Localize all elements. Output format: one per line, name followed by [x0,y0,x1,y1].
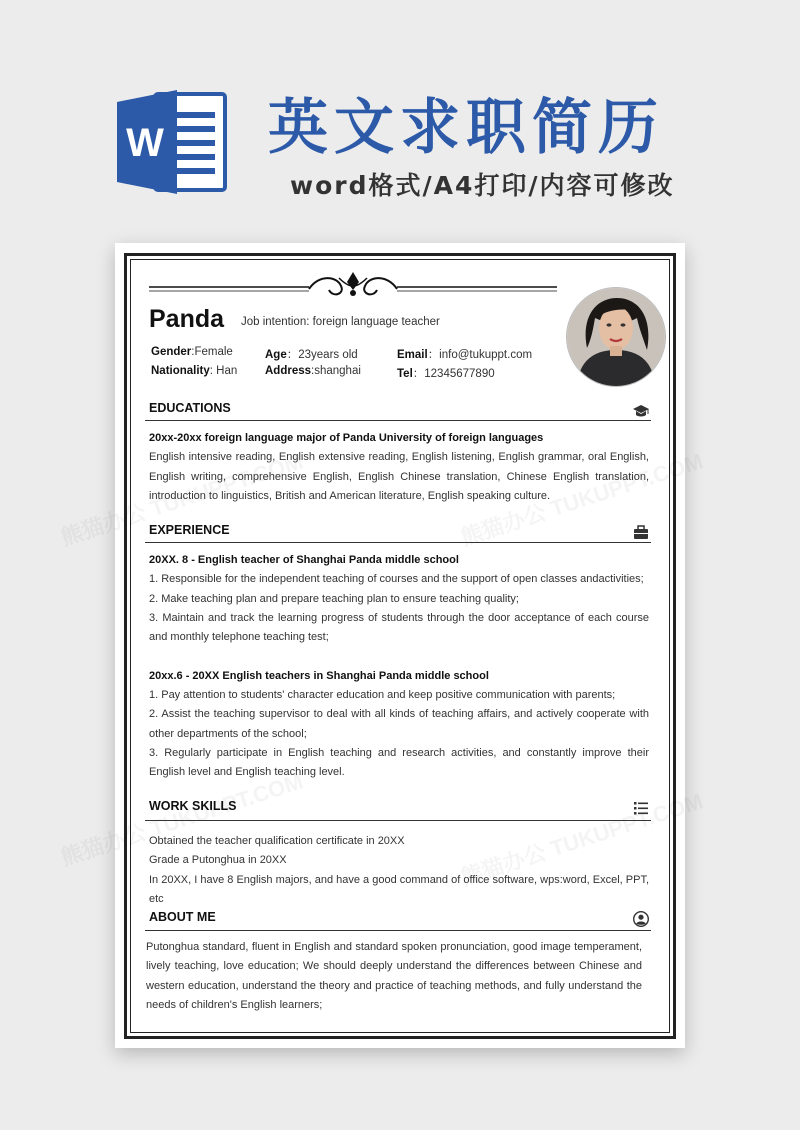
section-divider [145,420,651,421]
job1-item: 2. Make teaching plan and prepare teaching plan to ensure teaching quality; [149,592,519,605]
skill-item: Obtained the teacher qualification certificate in 20XX [149,835,405,847]
user-icon [633,911,649,927]
list-icon [633,800,649,816]
candidate-name: Panda [149,305,225,333]
banner-title: 英文求职简历 [268,93,664,163]
email-field: Email：info@tukuppt.com [397,349,533,361]
education-heading: 20xx-20xx foreign language major of Panda University of foreign languages [149,432,544,444]
job-intention: Job intention: foreign language teacher [241,316,440,328]
graduation-cap-icon [633,403,649,419]
age-field: Age：23years old [265,349,358,361]
briefcase-icon [633,524,649,540]
job1-item: 3. Maintain and track the learning progress of students through the door acceptance of each course and monthly telephone teaching test; [149,611,649,644]
job2-item: 3. Regularly participate in English teaching and research activities, and constantly improve their English level and English teaching level. [149,746,649,779]
tel-field: Tel：12345677890 [397,368,495,380]
job2-item: 2. Assist the teaching supervisor to deal with all kinds of teaching affairs, and actively cooperate with other departments of the school; [149,708,649,740]
banner [0,0,800,230]
address-field: Address:shanghai [265,365,361,377]
educations-title: EDUCATIONS [149,401,231,415]
experience-title: EXPERIENCE [149,523,230,537]
section-divider [145,930,651,931]
skill-item: Grade a Putonghua in 20XX [149,854,287,867]
job2-item: 1. Pay attention to students' character education and keep positive communication with parents; [149,689,616,702]
education-courses: English intensive reading, English extensive reading, English listening, English grammar, oral English, English writing, comprehensive English, English Chinese translation, Chinese English translation, introduction to linguistics, British and American literature, English speaking culture. [149,451,649,502]
resume-page [115,243,685,1048]
experience-content [149,551,649,783]
section-divider [145,542,651,543]
work-skills-title: WORK SKILLS [149,799,237,813]
job2-heading: 20xx.6 - 20XX English teachers in Shanghai Panda middle school [149,669,489,682]
job1-item: 1. Responsible for the independent teaching of courses and the support of open classes andactivities; [149,573,644,586]
educations-content [149,429,649,506]
about-me-content [146,938,642,1015]
decorative-ornament [145,270,561,300]
banner-subtitle: word格式/A4打印/内容可修改 [290,171,675,200]
nationality-field: Nationality: Han [151,365,238,377]
avatar-photo [566,287,666,387]
job1-heading: 20XX. 8 - English teacher of Shanghai Panda middle school [149,554,459,566]
gender-field: Gender:Female [151,346,233,358]
section-divider [145,820,651,821]
skill-item: In 20XX, I have 8 English majors, and have a good command of office software, wps:word, Excel, PPT, etc [149,873,649,905]
about-me-title: ABOUT ME [149,910,216,924]
word-icon-letter: W [126,121,164,165]
word-document-icon [117,86,229,198]
about-me-text: Putonghua standard, fluent in English and standard spoken pronunciation, good image temperament, lively teaching, love education; We should deeply understand the differences between Chinese and western education, understand the theory and practice of teaching methods, and fully understand the needs of children's English learners; [146,941,642,1011]
work-skills-content [149,832,649,909]
